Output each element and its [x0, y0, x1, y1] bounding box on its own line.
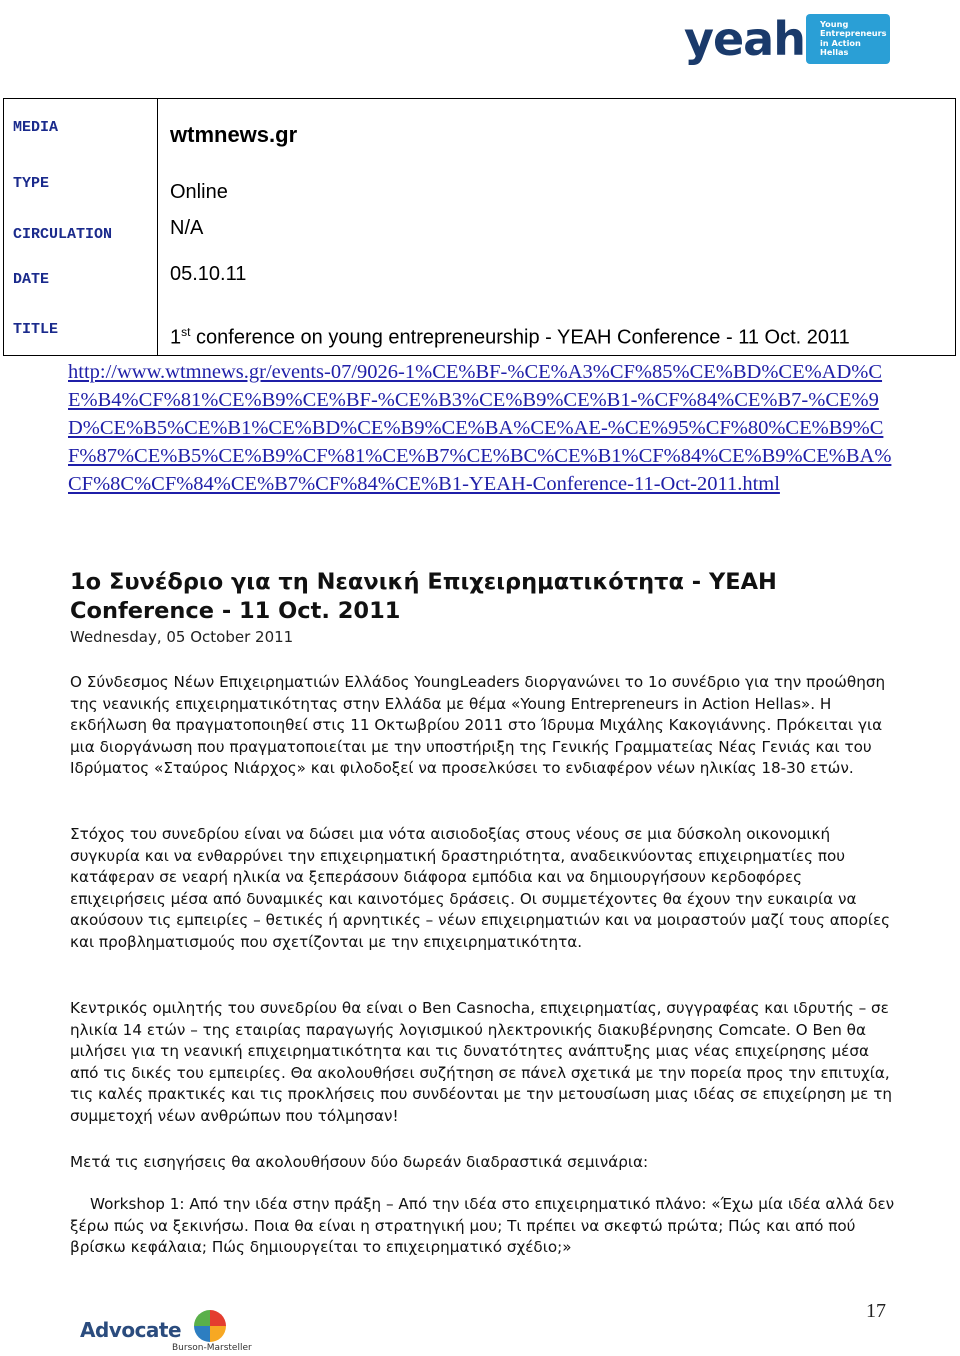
media-value: wtmnews.gr — [170, 122, 298, 147]
media-info-table — [3, 98, 956, 356]
article-heading: 1ο Συνέδριο για τη Νεανική Επιχειρηματικότητα - YEAH Conference - 11 Oct. 2011 — [70, 569, 777, 624]
media-label: MEDIA — [13, 119, 59, 136]
type-value: Online — [170, 181, 228, 203]
article-paragraph-5: Workshop 1: Από την ιδέα στην πράξη – Από την ιδέα στο επιχειρηματικό πλάνο: «Έχω μία ιδέα αλλά δεν ξέρω πώς να ξεκινήσω. Ποια θα είναι η στρατηγική μου; Τι πρέπει να σκεφτώ πρώτα; Πώς και από πού βρίσκω κεφάλαια; Πώς δημιουργείται το επιχειρηματικό σχέδιο;» — [70, 1195, 895, 1257]
yeah-logo-badge-text: Young Entrepreneurs in Action Hellas — [820, 19, 887, 57]
type-label: TYPE — [13, 175, 50, 192]
yeah-logo-text: yeah — [684, 12, 805, 66]
advocate-logo — [80, 1318, 182, 1348]
title-value: 1st conference on young entrepreneurship - YEAH Conference - 11 Oct. 2011 — [170, 325, 850, 349]
article-paragraph-2: Στόχος του συνεδρίου είναι να δώσει μια νότα αισιοδοξίας στους νέους σε μια δύσκολη οικονομική συγκυρία και να ενθαρρύνει την επιχειρηματική δραστηριότητα, αναδεικνύοντας επιχειρηματίες που κατάφεραν σε νεαρή ηλικία να ξεπεράσουν διάφορα εμπόδια και να δημιουργήσουν κερδοφόρες επιχειρήσεις μέσα από δυναμικές και καινοτόμες δράσεις. Οι συμμετέχοντες θα έχουν την ευκαιρία να ακούσουν τις εμπειρίες – θετικές ή αρνητικές – νέων επιχειρηματιών και να μοιραστούν μαζί τους απορίες και προβληματισμούς που σχετίζονται με την επιχειρηματικότητα. — [70, 825, 891, 951]
yeah-logo — [684, 8, 894, 70]
article-paragraph-4: Μετά τις εισηγήσεις θα ακολουθήσουν δύο δωρεάν διαδραστικά σεμινάρια: — [70, 1153, 649, 1171]
date-label: DATE — [13, 271, 50, 288]
burson-marsteller-logo-text: Burson-Marsteller — [172, 1343, 252, 1353]
circulation-label: CIRCULATION — [13, 226, 113, 243]
article-paragraph-1: Ο Σύνδεσμος Νέων Επιχειρηματιών Ελλάδος YoungLeaders διοργανώνει το 1ο συνέδριο για την προώθηση της νεανικής επιχειρηματικότητας στην Ελλάδα με θέμα «Young Entrepreneurs in Action Hellas». Η εκδήλωση θα πραγματοποιηθεί στις 11 Οκτωβρίου 2011 στο Ίδρυμα Μιχάλης Κακογιάννης. Πρόκειται για μια διοργάνωση που πραγματοποιείται με την υποστήριξη της Γενικής Γραμματείας Νέας Γενιάς και του Ιδρύματος «Σταύρος Νιάρχος» και φιλοδοξεί να προσελκύσει το ενδιαφέρον νέων ηλικίας 18-30 ετών. — [70, 673, 886, 778]
advocate-logo-text: Advocate — [80, 1318, 182, 1342]
title-label: TITLE — [13, 321, 59, 338]
date-value: 05.10.11 — [170, 263, 247, 285]
article-url-link[interactable]: http://www.wtmnews.gr/events-07/9026-1%CE%BF-%CE%A3%CF%85%CE%BD%CE%AD%CE%B4%CF%81%CE%B9%CE%BF-%CE%B3%CE%B9%CE%B1-%CF%84%CE%B7-%CE%9D%CE%B5%CE%B1%CE%BD%CE%B9%CE%BA%CE%AE-%CE%95%CF%80%CE%B9%CF%87%CE%B5%CE%B9%CF%81%CE%B7%CE%BC%CE%B1%CF%84%CE%B9%CE%BA%CF%8C%CF%84%CE%B7%CF%84%CE%B1-YEAH-Conference-11-Oct-2011.html — [68, 361, 892, 495]
media-info-labels-column — [4, 99, 158, 355]
circulation-value: N/A — [170, 217, 204, 239]
burson-marsteller-logo — [172, 1310, 264, 1354]
burson-marsteller-globe-icon — [194, 1310, 226, 1342]
article-paragraph-3: Κεντρικός ομιλητής του συνεδρίου θα είναι ο Ben Casnocha, επιχειρηματίας, συγγραφέας και ιδρυτής – σε ηλικία 14 ετών – της εταιρίας παραγωγής λογισμικού ηλεκτρονικής διακυβέρνησης Comcate. Ο Ben θα μιλήσει για τη νεανική επιχειρηματικότητα και τις δυνατότητες ανάπτυξης μιας νέας επιχείρησης μέσα από τις δικές του εμπειρίες. Θα ακολουθήσει συζήτηση σε πάνελ σχετικά με την πορεία προς την επιτυχία, τις καλές πρακτικές και τις προκλήσεις που συνδέονται με την μετουσίωση μιας ιδέας σε επιχείρηση με τη συμμετοχή νέων ανθρώπων που τόλμησαν! — [70, 999, 892, 1125]
page-number: 17 — [866, 1300, 886, 1322]
article-date: Wednesday, 05 October 2011 — [70, 628, 294, 646]
